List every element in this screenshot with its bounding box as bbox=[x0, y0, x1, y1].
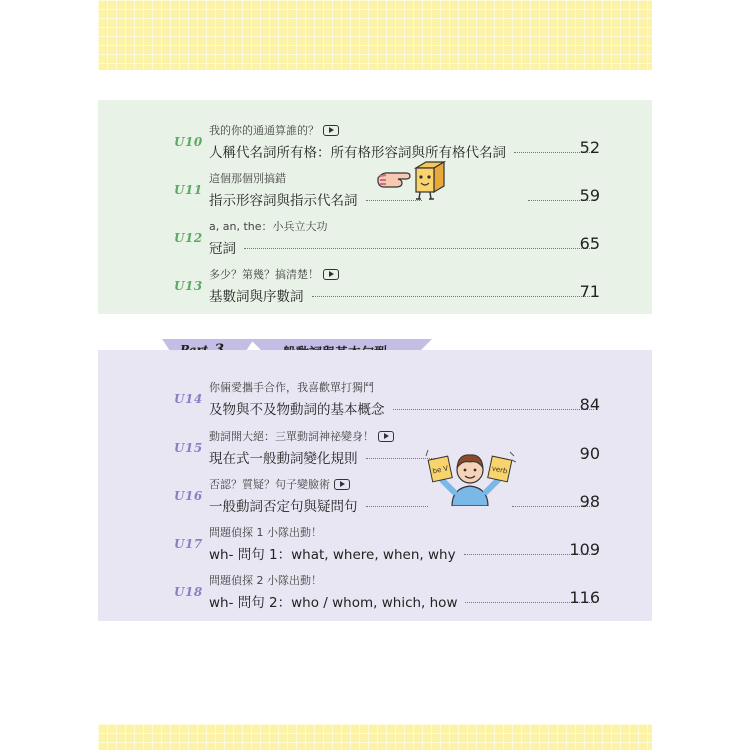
unit-title-line: 基數詞與序數詞 bbox=[209, 285, 600, 305]
unit-title-line: 及物與不及物動詞的基本概念 bbox=[209, 398, 600, 418]
dot-leader bbox=[312, 296, 595, 297]
unit-code: U16 bbox=[174, 489, 203, 503]
footer-grid-band bbox=[98, 724, 652, 750]
unit-subtitle: a, an, the：小兵立大功 bbox=[209, 220, 328, 233]
unit-title-line: 人稱代名詞所有格：所有格形容詞與所有格代名詞 bbox=[209, 141, 600, 161]
page-number: 109 bbox=[569, 540, 600, 559]
toc-entry-u11[interactable] bbox=[98, 166, 652, 214]
unit-code: U15 bbox=[174, 441, 203, 455]
unit-title-line: 指示形容詞與指示代名詞 bbox=[209, 189, 600, 209]
dot-leader bbox=[393, 409, 595, 410]
unit-title-line: wh- 問句 1：what, where, when, why bbox=[209, 543, 600, 563]
video-play-icon bbox=[378, 431, 394, 442]
toc-entry-u12[interactable] bbox=[98, 214, 652, 262]
unit-code: U14 bbox=[174, 392, 203, 406]
card-label-right: verb bbox=[491, 464, 509, 476]
unit-title-line: wh- 問句 2：who / whom, which, how bbox=[209, 591, 600, 611]
unit-code: U11 bbox=[174, 183, 203, 197]
unit-title-line: 一般動詞否定句與疑問句 bbox=[209, 495, 600, 515]
dot-leader bbox=[244, 248, 594, 249]
unit-code: U12 bbox=[174, 231, 203, 245]
toc-entry-u17[interactable] bbox=[98, 520, 652, 568]
unit-subtitle: 問題偵探 1 小隊出動！ bbox=[209, 526, 322, 539]
unit-code: U13 bbox=[174, 279, 203, 293]
unit-code: U10 bbox=[174, 135, 203, 149]
toc-entry-u15[interactable] bbox=[98, 424, 652, 472]
dot-leader bbox=[366, 506, 428, 507]
unit-subtitle: 你倆愛攜手合作，我喜歡單打獨鬥 bbox=[209, 381, 374, 394]
video-play-icon bbox=[323, 125, 339, 136]
toc-entry-u14[interactable] bbox=[98, 375, 652, 423]
toc-section-units-10-13 bbox=[98, 100, 652, 314]
toc-section-units-14-18 bbox=[98, 350, 652, 621]
unit-subtitle: 多少？第幾？搞清楚！ bbox=[209, 266, 339, 282]
page-number: 98 bbox=[579, 492, 600, 511]
page-number: 52 bbox=[579, 138, 600, 157]
toc-entry-u16[interactable] bbox=[98, 472, 652, 520]
card-label-left: be V bbox=[431, 464, 449, 476]
toc-entry-u10[interactable] bbox=[98, 118, 652, 166]
toc-entry-u13[interactable] bbox=[98, 262, 652, 310]
toc-entry-u18[interactable] bbox=[98, 568, 652, 616]
page-number: 71 bbox=[579, 282, 600, 301]
unit-subtitle: 我的你的通通算誰的？ bbox=[209, 122, 339, 138]
pointing-hand-box-illustration bbox=[376, 160, 448, 202]
unit-title-line: 現在式一般動詞變化規則 bbox=[209, 447, 600, 467]
page-number: 84 bbox=[579, 395, 600, 414]
unit-subtitle: 問題偵探 2 小隊出動！ bbox=[209, 574, 322, 587]
unit-subtitle: 動詞開大絕：三單動詞神祕變身！ bbox=[209, 428, 394, 444]
unit-code: U18 bbox=[174, 585, 203, 599]
page-number: 59 bbox=[579, 186, 600, 205]
video-play-icon bbox=[334, 479, 350, 490]
page-number: 90 bbox=[579, 444, 600, 463]
page-number: 65 bbox=[579, 234, 600, 253]
unit-title-line: 冠詞 bbox=[209, 237, 600, 257]
video-play-icon bbox=[323, 269, 339, 280]
unit-subtitle: 這個那個別搞錯 bbox=[209, 172, 286, 185]
unit-code: U17 bbox=[174, 537, 203, 551]
boy-holding-cards-illustration bbox=[424, 446, 516, 506]
page-number: 116 bbox=[569, 588, 600, 607]
unit-subtitle: 否認？質疑？句子變臉術 bbox=[209, 476, 350, 492]
header-grid-band bbox=[98, 0, 652, 70]
